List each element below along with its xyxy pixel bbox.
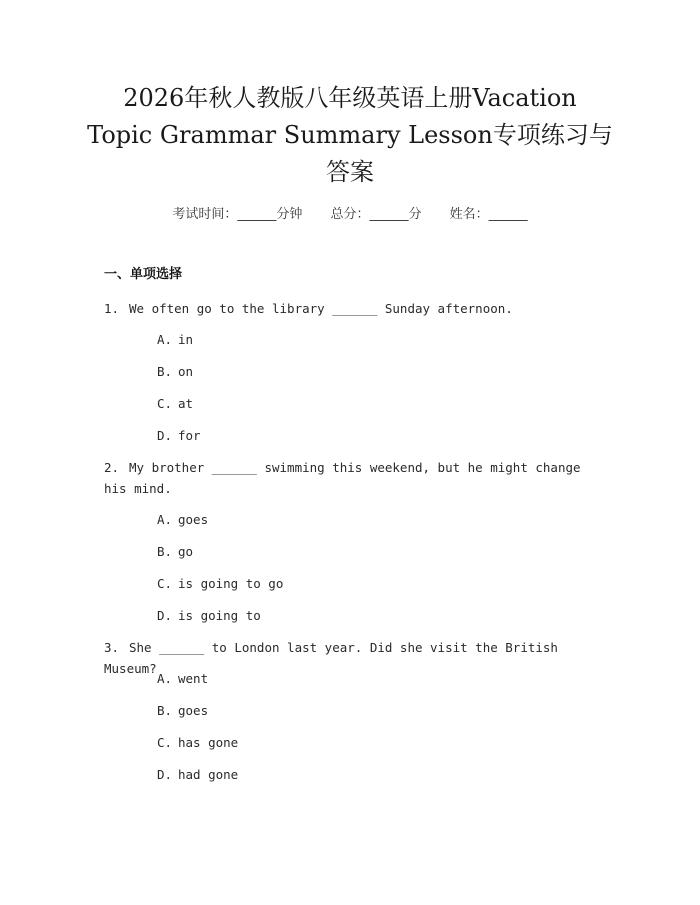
option-text: had gone <box>178 767 239 782</box>
question-3-option-b <box>157 702 208 720</box>
option-text: is going to go <box>178 576 284 591</box>
document-title <box>70 80 630 191</box>
question-2-option-c <box>157 575 283 593</box>
option-letter: B. <box>157 544 173 559</box>
question-2-option-b <box>157 543 193 561</box>
title-line-3: 答案 <box>326 158 374 186</box>
option-text: goes <box>178 512 209 527</box>
question-number: 2. <box>104 460 120 475</box>
exam-score-field: 总分：______分 <box>330 207 422 222</box>
question-2 <box>104 457 604 499</box>
option-text: for <box>178 428 201 443</box>
title-line-2: Topic Grammar Summary Lesson专项练习与 <box>87 121 613 149</box>
option-letter: D. <box>157 428 173 443</box>
option-text: on <box>178 364 194 379</box>
option-text: went <box>178 671 209 686</box>
question-text: My brother ______ swimming this weekend, but he might change his mind. <box>104 460 581 496</box>
option-letter: A. <box>157 512 173 527</box>
option-letter: B. <box>157 364 173 379</box>
option-letter: C. <box>157 396 173 411</box>
question-3-option-d <box>157 766 238 784</box>
question-number: 1. <box>104 301 120 316</box>
question-1-option-a <box>157 331 193 349</box>
exam-name-field: 姓名：______ <box>449 207 528 222</box>
option-text: at <box>178 396 194 411</box>
question-1 <box>104 298 604 319</box>
section-heading: 一、单项选择 <box>104 267 183 282</box>
option-text: go <box>178 544 194 559</box>
option-letter: A. <box>157 671 173 686</box>
question-1-option-c <box>157 395 193 413</box>
exam-time-field: 考试时间：______分钟 <box>172 207 303 222</box>
option-text: has gone <box>178 735 239 750</box>
option-letter: D. <box>157 608 173 623</box>
question-2-option-a <box>157 511 208 529</box>
option-text: is going to <box>178 608 261 623</box>
option-text: goes <box>178 703 209 718</box>
option-text: in <box>178 332 194 347</box>
exam-info <box>0 206 700 224</box>
option-letter: B. <box>157 703 173 718</box>
question-number: 3. <box>104 640 120 655</box>
question-text: She ______ to London last year. Did she visit the British Museum? <box>104 640 558 676</box>
option-letter: C. <box>157 576 173 591</box>
question-3-option-c <box>157 734 238 752</box>
question-3-option-a <box>157 670 208 688</box>
question-1-option-b <box>157 363 193 381</box>
question-text: We often go to the library ______ Sunday afternoon. <box>129 301 513 316</box>
question-2-option-d <box>157 607 261 625</box>
question-1-option-d <box>157 427 201 445</box>
title-line-1: 2026年秋人教版八年级英语上册Vacation <box>123 84 577 112</box>
option-letter: C. <box>157 735 173 750</box>
option-letter: D. <box>157 767 173 782</box>
option-letter: A. <box>157 332 173 347</box>
